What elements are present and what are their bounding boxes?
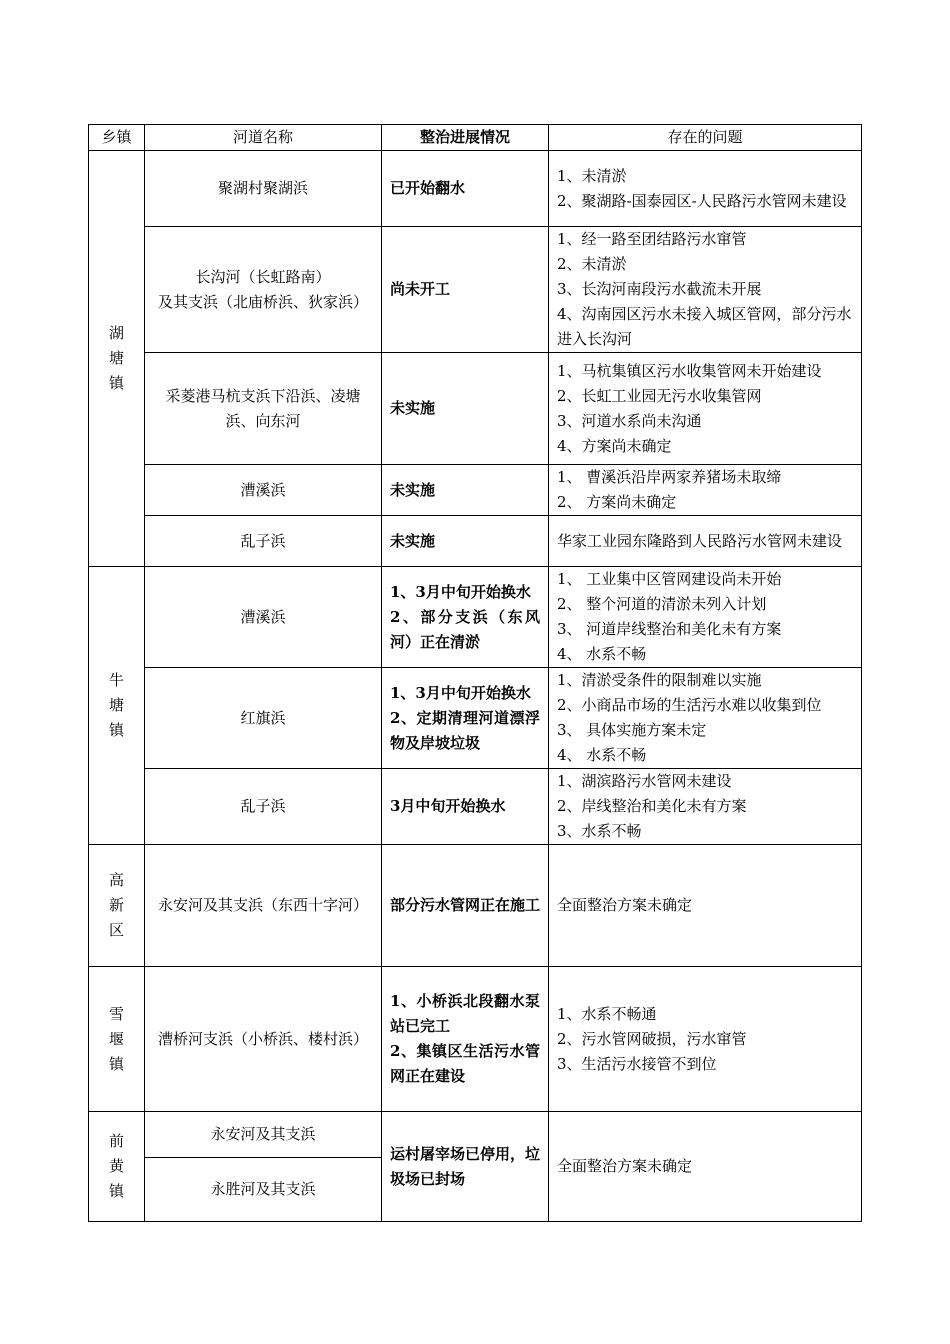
river-name-cell: 采菱港马杭支浜下沿浜、凌塘浜、向东河: [145, 353, 382, 465]
river-name-cell: 乱子浜: [145, 769, 382, 845]
issues-cell: 华家工业园东隆路到人民路污水管网未建设: [549, 516, 862, 567]
river-name-cell: 漕桥河支浜（小桥浜、楼村浜）: [145, 967, 382, 1112]
town-name: 湖塘镇: [109, 324, 125, 392]
table-row: [89, 668, 862, 769]
town-cell: [89, 1112, 145, 1222]
town-cell: [89, 151, 145, 567]
header-town: 乡镇: [89, 125, 145, 151]
town-cell: [89, 845, 145, 967]
header-issues: 存在的问题: [549, 125, 862, 151]
progress-cell: 1、小桥浜北段翻水泵站已完工 2、集镇区生活污水管网正在建设: [382, 967, 549, 1112]
issues-cell: 1、马杭集镇区污水收集管网未开始建设 2、长虹工业园无污水收集管网 3、河道水系尚未沟通 4、方案尚未确定: [549, 353, 862, 465]
river-name-cell: 漕溪浜: [145, 465, 382, 516]
progress-cell: 运村屠宰场已停用，垃圾场已封场: [382, 1112, 549, 1222]
town-name: 牛塘镇: [109, 671, 125, 739]
issues-cell: 全面整治方案未确定: [549, 845, 862, 967]
progress-cell: 部分污水管网正在施工: [382, 845, 549, 967]
table-row: [89, 769, 862, 845]
table-row: [89, 1112, 862, 1158]
town-cell: [89, 567, 145, 845]
progress-cell: 3月中旬开始换水: [382, 769, 549, 845]
progress-cell: 未实施: [382, 516, 549, 567]
town-name: 前黄镇: [109, 1132, 125, 1200]
progress-cell: 未实施: [382, 465, 549, 516]
river-name-cell: 长沟河（长虹路南） 及其支浜（北庙桥浜、狄家浜）: [145, 227, 382, 353]
river-name-cell: 永胜河及其支浜: [145, 1158, 382, 1222]
table-row: [89, 353, 862, 465]
table-row: [89, 845, 862, 967]
river-name-cell: 红旗浜: [145, 668, 382, 769]
river-name-cell: 乱子浜: [145, 516, 382, 567]
issues-cell: 1、湖滨路污水管网未建设 2、岸线整治和美化未有方案 3、水系不畅: [549, 769, 862, 845]
town-cell: [89, 967, 145, 1112]
table-row: [89, 227, 862, 353]
table-row: [89, 567, 862, 668]
table-row: [89, 967, 862, 1112]
town-name: 雪堰镇: [109, 1004, 125, 1073]
river-name-cell: 永安河及其支浜（东西十字河）: [145, 845, 382, 967]
issues-cell: 1、经一路至团结路污水窜管 2、未清淤 3、长沟河南段污水截流未开展 4、沟南园区污水未接入城区管网，部分污水进入长沟河: [549, 227, 862, 353]
issues-cell: 1、 曹溪浜沿岸两家养猪场未取缔 2、 方案尚未确定: [549, 465, 862, 516]
issues-cell: 1、水系不畅通 2、污水管网破损，污水窜管 3、生活污水接管不到位: [549, 967, 862, 1112]
river-name-cell: 永安河及其支浜: [145, 1112, 382, 1158]
progress-cell: 未实施: [382, 353, 549, 465]
header-progress: 整治进展情况: [382, 125, 549, 151]
progress-cell: 尚未开工: [382, 227, 549, 353]
issues-cell: 1、未清淤 2、聚湖路-国泰园区-人民路污水管网未建设: [549, 151, 862, 227]
progress-cell: 已开始翻水: [382, 151, 549, 227]
table-row: [89, 151, 862, 227]
header-row: [89, 125, 862, 151]
issues-cell: 1、 工业集中区管网建设尚未开始 2、 整个河道的清淤未列入计划 3、 河道岸线整治和美化未有方案 4、 水系不畅: [549, 567, 862, 668]
issues-cell: 全面整治方案未确定: [549, 1112, 862, 1222]
table-row: [89, 516, 862, 567]
progress-cell: 1、3月中旬开始换水 2、部分支浜（东风河）正在清淤: [382, 567, 549, 668]
table-row: [89, 465, 862, 516]
progress-cell: 1、3月中旬开始换水 2、定期清理河道漂浮物及岸坡垃圾: [382, 668, 549, 769]
river-name-cell: 漕溪浜: [145, 567, 382, 668]
river-name-cell: 聚湖村聚湖浜: [145, 151, 382, 227]
river-remediation-table: [88, 124, 862, 1222]
town-name: 高新区: [109, 871, 125, 939]
issues-cell: 1、清淤受条件的限制难以实施 2、小商品市场的生活污水难以收集到位 3、 具体实施方案未定 4、 水系不畅: [549, 668, 862, 769]
header-river-name: 河道名称: [145, 125, 382, 151]
